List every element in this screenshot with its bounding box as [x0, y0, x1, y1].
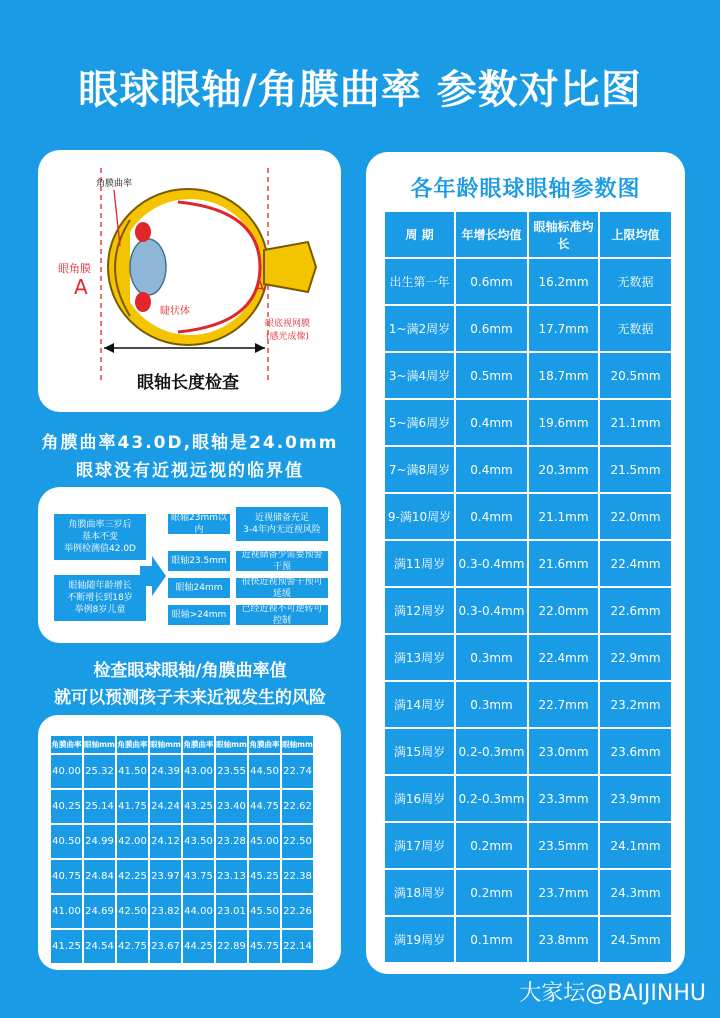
- table-cell: 40.25: [51, 790, 82, 823]
- table-cell: 0.2mm: [456, 823, 527, 868]
- table-header-row: [51, 736, 313, 753]
- table-cell: 22.4mm: [529, 635, 598, 680]
- flow-axis-4: 眼轴>24mm: [168, 605, 230, 625]
- table-row: [385, 635, 671, 680]
- table-cell: 23.28: [216, 825, 247, 858]
- table-cell: 23.3mm: [529, 776, 598, 821]
- table-header-cell: 角膜曲率: [249, 736, 280, 753]
- flow-note-3: 很快近视预警干预可延缓: [236, 578, 328, 598]
- table-cell: 23.7mm: [529, 870, 598, 915]
- table-cell: 42.00: [117, 825, 148, 858]
- table-cell: 25.32: [84, 755, 115, 788]
- table-cell: 满18周岁: [385, 870, 454, 915]
- table-cell: 1~满2周岁: [385, 306, 454, 351]
- table-cell: 22.38: [282, 860, 313, 893]
- optic-nerve: [264, 242, 316, 292]
- table-cell: 24.1mm: [600, 823, 671, 868]
- table-header-cell: 眼轴mm: [282, 736, 313, 753]
- table-cell: 44.00: [183, 895, 214, 928]
- label-axis-length: 眼轴长度检查: [137, 373, 239, 393]
- flow-axis-2: 眼轴23.5mm: [168, 551, 230, 571]
- table-cell: 23.67: [150, 930, 181, 963]
- table-cell: 满12周岁: [385, 588, 454, 633]
- table-cell: 0.6mm: [456, 259, 527, 304]
- table-cell: 45.00: [249, 825, 280, 858]
- table-header-cell: 眼轴mm: [150, 736, 181, 753]
- lens: [130, 239, 166, 295]
- table-cell: 22.50: [282, 825, 313, 858]
- eye-diagram-card: [38, 150, 341, 412]
- table-cell: 0.3mm: [456, 682, 527, 727]
- table-cell: 43.00: [183, 755, 214, 788]
- criteria-line-2: 眼球没有近视远视的临界值: [76, 461, 304, 481]
- flow-arrow-icon: [140, 556, 166, 596]
- label-a-right: A: [254, 277, 265, 296]
- table-cell: 20.5mm: [600, 353, 671, 398]
- table-cell: 23.01: [216, 895, 247, 928]
- table-cell: 43.75: [183, 860, 214, 893]
- table-cell: 44.25: [183, 930, 214, 963]
- table-cell: 满14周岁: [385, 682, 454, 727]
- axis-arrow-left: [104, 343, 114, 353]
- table-row: [51, 895, 313, 928]
- table-cell: 22.4mm: [600, 541, 671, 586]
- table-row: [385, 823, 671, 868]
- table-cell: 满19周岁: [385, 917, 454, 962]
- flow-left-box-2-line-1: 眼轴随年龄增长: [68, 581, 132, 591]
- table-header-cell: 角膜曲率: [183, 736, 214, 753]
- axis-arrow-right: [255, 343, 265, 353]
- table-cell: 24.99: [84, 825, 115, 858]
- label-ciliary: 睫状体: [160, 306, 190, 317]
- table-cell: 23.82: [150, 895, 181, 928]
- flow-left-box-2-line-2: 不断增长到18岁: [67, 593, 133, 603]
- table-row: [51, 930, 313, 963]
- flow-left-box-1-line-1: 角膜曲率三岁后: [68, 520, 132, 530]
- table-cell: 22.0mm: [529, 588, 598, 633]
- table-header-cell: 周 期: [385, 212, 454, 257]
- age-table-title: 各年龄眼球眼轴参数图: [410, 177, 641, 202]
- table-cell: 45.25: [249, 860, 280, 893]
- table-row: [385, 917, 671, 962]
- table-header-cell: 角膜曲率: [51, 736, 82, 753]
- age-axis-table: [383, 210, 673, 964]
- table-cell: 23.40: [216, 790, 247, 823]
- table-cell: 21.1mm: [529, 494, 598, 539]
- table-cell: 43.50: [183, 825, 214, 858]
- table-cell: 满11周岁: [385, 541, 454, 586]
- table-row: [51, 755, 313, 788]
- table-cell: 24.5mm: [600, 917, 671, 962]
- table-row: [385, 729, 671, 774]
- table-cell: 3~满4周岁: [385, 353, 454, 398]
- table-row: [51, 825, 313, 858]
- flow-left-box-1-line-3: 举例检测值42.0D: [64, 544, 136, 554]
- table-cell: 7~满8周岁: [385, 447, 454, 492]
- table-cell: 0.2-0.3mm: [456, 729, 527, 774]
- table-cell: 44.75: [249, 790, 280, 823]
- table-row: [385, 541, 671, 586]
- table-row: [385, 400, 671, 445]
- table-cell: 23.5mm: [529, 823, 598, 868]
- table-row: [385, 447, 671, 492]
- label-a-left: A: [74, 275, 88, 299]
- table-cell: 22.62: [282, 790, 313, 823]
- table-cell: 41.25: [51, 930, 82, 963]
- table-cell: 0.6mm: [456, 306, 527, 351]
- table-cell: 43.25: [183, 790, 214, 823]
- table-cell: 无数据: [600, 306, 671, 351]
- table-cell: 23.55: [216, 755, 247, 788]
- table-row: [385, 494, 671, 539]
- table-header-cell: 上限均值: [600, 212, 671, 257]
- flow-left-box-2-line-3: 举例8岁儿童: [74, 605, 126, 615]
- table-cell: 23.8mm: [529, 917, 598, 962]
- table-cell: 0.4mm: [456, 494, 527, 539]
- table-row: [385, 870, 671, 915]
- table-row: [385, 306, 671, 351]
- table-cell: 22.7mm: [529, 682, 598, 727]
- table-row: [51, 860, 313, 893]
- table-cell: 25.14: [84, 790, 115, 823]
- table-cell: 24.12: [150, 825, 181, 858]
- table-cell: 出生第一年: [385, 259, 454, 304]
- table-cell: 22.9mm: [600, 635, 671, 680]
- table-cell: 40.75: [51, 860, 82, 893]
- table-header-cell: 眼轴标准均长: [529, 212, 598, 257]
- table-cell: 41.00: [51, 895, 82, 928]
- table-cell: 23.0mm: [529, 729, 598, 774]
- table-cell: 22.26: [282, 895, 313, 928]
- ciliary-body-bottom: [135, 292, 151, 312]
- table-cell: 21.5mm: [600, 447, 671, 492]
- label-curvature: 角膜曲率: [96, 179, 133, 189]
- table-cell: 44.50: [249, 755, 280, 788]
- table-header-cell: 眼轴mm: [216, 736, 247, 753]
- table-cell: 5~满6周岁: [385, 400, 454, 445]
- table-header-cell: 年增长均值: [456, 212, 527, 257]
- flow-note-1: [236, 507, 328, 541]
- risk-flow-card: [38, 487, 341, 643]
- table-cell: 满15周岁: [385, 729, 454, 774]
- table-cell: 19.6mm: [529, 400, 598, 445]
- table-cell: 22.0mm: [600, 494, 671, 539]
- curvature-axis-table-card: [38, 715, 341, 970]
- check-title-line-1: 检查眼球眼轴/角膜曲率值: [93, 661, 287, 681]
- table-cell: 24.39: [150, 755, 181, 788]
- table-header-cell: 角膜曲率: [117, 736, 148, 753]
- table-row: [385, 259, 671, 304]
- table-cell: 22.89: [216, 930, 247, 963]
- table-row: [385, 353, 671, 398]
- table-cell: 24.3mm: [600, 870, 671, 915]
- check-title-line-2: 就可以预测孩子未来近视发生的风险: [54, 688, 326, 708]
- table-cell: 22.6mm: [600, 588, 671, 633]
- table-cell: 0.3-0.4mm: [456, 588, 527, 633]
- table-cell: 42.75: [117, 930, 148, 963]
- flow-note-1-line-2: 3-4年内无近视风险: [243, 525, 321, 535]
- table-cell: 18.7mm: [529, 353, 598, 398]
- table-cell: 24.24: [150, 790, 181, 823]
- table-cell: 满13周岁: [385, 635, 454, 680]
- ciliary-body-top: [135, 222, 151, 242]
- table-cell: 41.50: [117, 755, 148, 788]
- flow-note-1-line-1: 近视储备充足: [254, 513, 309, 523]
- table-cell: 0.4mm: [456, 400, 527, 445]
- table-cell: 20.3mm: [529, 447, 598, 492]
- table-cell: 0.3mm: [456, 635, 527, 680]
- flow-axis-1: 眼轴23mm以内: [168, 514, 230, 534]
- table-cell: 满17周岁: [385, 823, 454, 868]
- flow-note-2: 近视储备少需要预警干预: [236, 551, 328, 571]
- flow-left-box-1-line-2: 基本不变: [81, 532, 118, 542]
- label-retina: 眼底视网膜: [265, 319, 311, 329]
- table-cell: 0.2-0.3mm: [456, 776, 527, 821]
- flow-left-box-axis: [54, 575, 146, 621]
- table-cell: 41.75: [117, 790, 148, 823]
- label-cornea: 眼角膜: [58, 262, 91, 275]
- table-cell: 23.9mm: [600, 776, 671, 821]
- criteria-line-1: 角膜曲率43.0D,眼轴是24.0mm: [41, 433, 339, 453]
- table-cell: 21.1mm: [600, 400, 671, 445]
- table-cell: 0.1mm: [456, 917, 527, 962]
- table-row: [385, 588, 671, 633]
- table-cell: 满16周岁: [385, 776, 454, 821]
- table-header-cell: 眼轴mm: [84, 736, 115, 753]
- table-cell: 0.4mm: [456, 447, 527, 492]
- table-cell: 23.2mm: [600, 682, 671, 727]
- table-cell: 23.97: [150, 860, 181, 893]
- table-cell: 24.69: [84, 895, 115, 928]
- age-axis-table-card: [366, 152, 685, 974]
- table-cell: 42.50: [117, 895, 148, 928]
- table-cell: 21.6mm: [529, 541, 598, 586]
- label-retina-sub: (感光成像): [266, 332, 310, 342]
- table-row: [385, 776, 671, 821]
- table-cell: 40.00: [51, 755, 82, 788]
- table-cell: 42.25: [117, 860, 148, 893]
- table-cell: 24.84: [84, 860, 115, 893]
- table-cell: 45.50: [249, 895, 280, 928]
- flow-note-4: 已经近视不可逆转可控制: [236, 605, 328, 625]
- flow-left-box-curvature: [54, 514, 146, 560]
- table-cell: 16.2mm: [529, 259, 598, 304]
- table-cell: 9-满10周岁: [385, 494, 454, 539]
- table-cell: 无数据: [600, 259, 671, 304]
- table-cell: 0.5mm: [456, 353, 527, 398]
- table-cell: 40.50: [51, 825, 82, 858]
- page-title: 眼球眼轴/角膜曲率 参数对比图: [78, 67, 642, 113]
- table-cell: 22.74: [282, 755, 313, 788]
- table-cell: 45.75: [249, 930, 280, 963]
- table-cell: 24.54: [84, 930, 115, 963]
- eye-diagram: [38, 150, 341, 412]
- table-cell: 17.7mm: [529, 306, 598, 351]
- table-row: [51, 790, 313, 823]
- table-cell: 0.3-0.4mm: [456, 541, 527, 586]
- table-cell: 22.14: [282, 930, 313, 963]
- table-cell: 0.2mm: [456, 870, 527, 915]
- table-cell: 23.6mm: [600, 729, 671, 774]
- table-row: [385, 682, 671, 727]
- curvature-axis-table: [49, 734, 315, 965]
- flow-axis-3: 眼轴24mm: [168, 578, 230, 598]
- table-header-row: [385, 212, 671, 257]
- watermark: 大家坛@BAIJINHU: [519, 981, 706, 1006]
- table-cell: 23.13: [216, 860, 247, 893]
